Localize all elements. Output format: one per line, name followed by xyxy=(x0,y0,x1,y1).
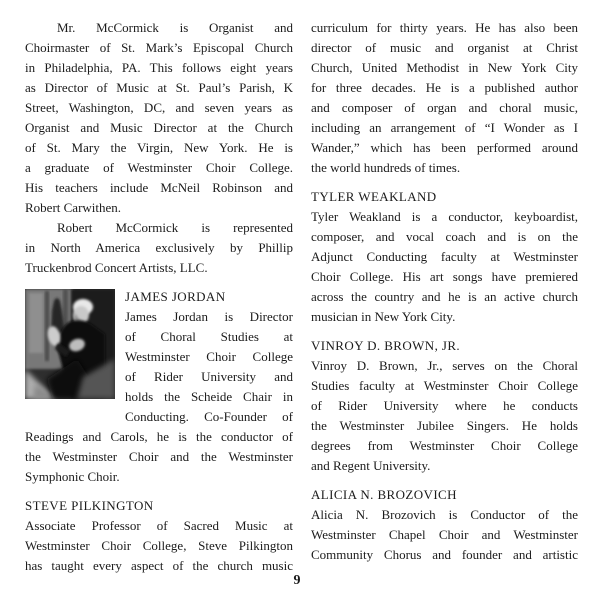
text-line: of St. Mary the Virgin, New York. He is xyxy=(25,140,293,155)
text-line: Wander,” which has been performed around xyxy=(311,140,578,155)
column-right xyxy=(311,18,578,565)
vinroy-d-brown-jr-section xyxy=(311,336,578,476)
section-heading: STEVE PILKINGTON xyxy=(25,498,154,513)
text-line: Street, Washington, DC, and seven years as xyxy=(25,100,293,115)
photo-float-wrapper xyxy=(25,287,125,411)
text-line: and composer of organ and choral music, xyxy=(311,100,578,115)
page-number: 9 xyxy=(293,573,301,588)
text-line: His teachers include McNeil Robinson and xyxy=(25,180,293,195)
text-line: a graduate of Westminster Choir College. xyxy=(25,160,293,175)
text-line: Vinroy D. Brown, Jr., serves on the Choral xyxy=(311,358,578,373)
text-line: in North America exclusively by Phillip xyxy=(25,240,293,255)
text-line: of Rider University and xyxy=(125,369,293,384)
text-line: in Philadelphia, PA. This follows eight years xyxy=(25,60,293,75)
text-line: across the country and he is an active church xyxy=(311,289,578,304)
text-line: for three decades. He is a published author xyxy=(311,80,578,95)
text-line: Alicia N. Brozovich is Conductor of the xyxy=(311,507,578,522)
text-line: Community Chorus and founder and artistic xyxy=(311,547,578,562)
text-line: holds the Scheide Chair in xyxy=(125,389,293,404)
text-line: of Rider University where he conducts xyxy=(311,398,578,413)
text-line: Associate Professor of Sacred Music at xyxy=(25,518,293,533)
text-line: Church, United Methodist in New York City xyxy=(311,60,578,75)
text-line: has taught every aspect of the church music xyxy=(25,558,293,573)
text-line: Westminster Choir College xyxy=(125,349,293,364)
text-line: the Westminster Choir and the Westminster xyxy=(25,449,293,464)
text-line: James Jordan is Director xyxy=(125,309,293,324)
text-line: musician in New York City. xyxy=(311,309,456,324)
text-line: Studies faculty at Westminster Choir College xyxy=(311,378,578,393)
text-line: the Westminster Jubilee Singers. He holds xyxy=(311,418,578,433)
text-line: degrees from Westminster Choir College xyxy=(311,438,578,453)
text-line: Robert Carwithen. xyxy=(25,200,122,215)
text-line: Westminster Chapel Choir and Westminster xyxy=(311,527,578,542)
section-heading: VINROY D. BROWN, JR. xyxy=(311,338,461,353)
text-line: Adjunct Conducting faculty at Westminster xyxy=(311,249,578,264)
alicia-n-brozovich-section xyxy=(311,485,578,565)
text-line: Mr. McCormick is Organist and xyxy=(57,20,293,35)
paragraph xyxy=(311,18,578,178)
james-jordan-photo xyxy=(25,289,115,399)
text-line: Westminster Choir College, Steve Pilkington xyxy=(25,538,293,553)
text-line: the world hundreds of times. xyxy=(311,160,461,175)
text-line: Tyler Weakland is a conductor, keyboardist, xyxy=(311,209,578,224)
section-heading: TYLER WEAKLAND xyxy=(311,189,437,204)
text-line: Choirmaster of St. Mark’s Episcopal Church xyxy=(25,40,293,55)
text-line: Organist and Music Director at the Church xyxy=(25,120,293,135)
text-line: of Choral Studies at xyxy=(125,329,293,344)
text-line: Choir College. His art songs have premiered xyxy=(311,269,578,284)
text-line: including an arrangement of “I Wonder as I xyxy=(311,120,578,135)
text-line: curriculum for thirty years. He has also been xyxy=(311,20,578,35)
column-left xyxy=(25,18,293,576)
text-line: Truckenbrod Concert Artists, LLC. xyxy=(25,260,208,275)
text-line: Symphonic Choir. xyxy=(25,469,120,484)
text-line: Conducting. Co-Founder of xyxy=(125,409,293,424)
section-heading: JAMES JORDAN xyxy=(125,289,226,304)
paragraph xyxy=(25,18,293,218)
section-heading: ALICIA N. BROZOVICH xyxy=(311,487,457,502)
james-jordan-section xyxy=(25,287,293,487)
text-line: Robert McCormick is represented xyxy=(57,220,293,235)
text-line: Readings and Carols, he is the conductor of xyxy=(25,429,293,444)
text-line: as Director of Music at St. Paul’s Parish, K xyxy=(25,80,293,95)
paragraph xyxy=(25,218,293,278)
steve-pilkington-section xyxy=(25,496,293,576)
tyler-weakland-section xyxy=(311,187,578,327)
text-line: and Regent University. xyxy=(311,458,431,473)
text-line: composer, and vocal coach and is on the xyxy=(311,229,578,244)
text-line: director of music and organist at Christ xyxy=(311,40,578,55)
